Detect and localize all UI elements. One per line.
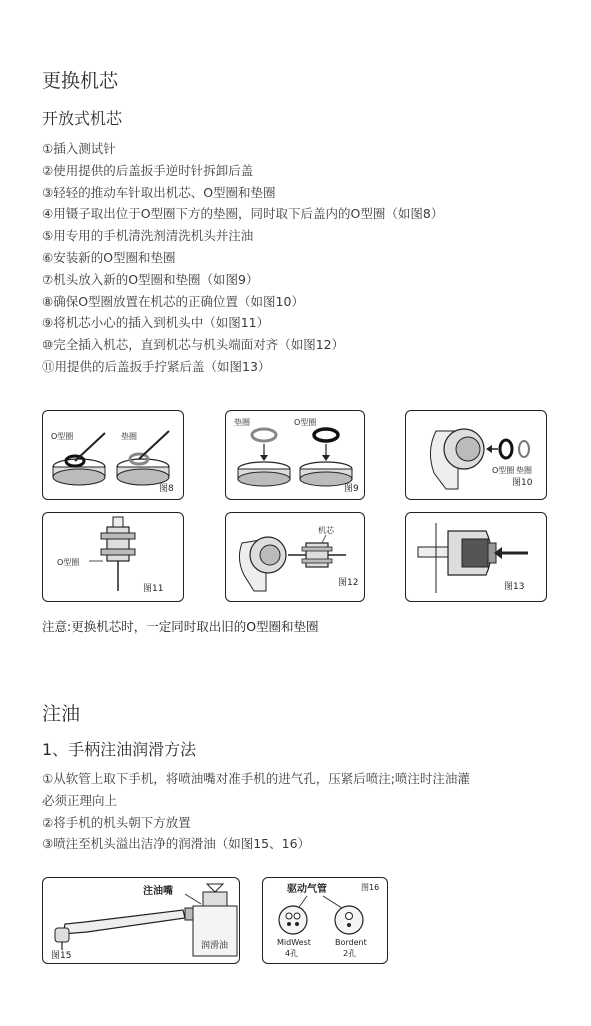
step-item: ⑩完全插入机芯，直到机芯与机头端面对齐（如图12） — [42, 337, 345, 353]
figure-15 — [42, 877, 240, 964]
fig12-caption: 图12 — [338, 578, 359, 588]
step-item: ③喷注至机头溢出洁净的润滑油（如图15、16） — [42, 836, 311, 852]
step-item: ③轻轻的推动车针取出机芯、O型圈和垫圈 — [42, 184, 276, 200]
figure-16-illustration — [263, 878, 387, 963]
figure-16 — [262, 877, 388, 964]
figure-12 — [225, 512, 365, 602]
figure-10 — [405, 410, 547, 500]
figure-11-illustration — [43, 513, 183, 601]
fig15-oil-label: 润滑油 — [201, 941, 229, 951]
replace-steps-list — [42, 138, 443, 378]
step-item: ②使用提供的后盖扳手逆时针拆卸后盖 — [42, 162, 254, 178]
step-item: ④用镊子取出位于O型圈下方的垫圈，同时取下后盖内的O型圈（如图8） — [42, 206, 444, 222]
figure-15-illustration — [43, 878, 239, 963]
fig12-core-label: 机芯 — [318, 526, 334, 535]
fig16-midwest-holes: 4孔 — [285, 949, 299, 958]
fig11-oring-label: O型圈 — [57, 558, 80, 567]
figure-10-illustration — [406, 411, 546, 499]
fig10-washer-label: 垫圈 — [516, 466, 532, 475]
figure-13-illustration — [406, 513, 546, 601]
figure-13 — [405, 512, 547, 602]
fig16-title-label: 驱动气管 — [287, 884, 327, 895]
figure-8-illustration — [43, 411, 183, 499]
step-item: ⑦机头放入新的O型圈和垫圈（如图9） — [42, 271, 259, 287]
fig15-caption: 图15 — [51, 951, 72, 961]
step-item: ⑨将机芯小心的插入到机头中（如图11） — [42, 315, 270, 331]
fig8-washer-label: 垫圈 — [121, 432, 137, 441]
figure-8 — [42, 410, 184, 500]
replace-note: 注意:更换机芯时，一定同时取出旧的O型圈和垫圈 — [42, 619, 319, 634]
fig13-caption: 图13 — [504, 582, 525, 592]
step-item: ①插入测试针 — [42, 141, 116, 156]
step-item: ⑪用提供的后盖扳手拧紧后盖（如图13） — [42, 358, 271, 374]
fig10-oring-label: O型圈 — [492, 466, 515, 475]
subtitle-open-core: 开放式机芯 — [42, 109, 123, 128]
fig16-caption: 图16 — [361, 883, 380, 892]
subtitle-handpiece-oiling: 1、手柄注油润滑方法 — [42, 740, 197, 759]
step-item: ②将手机的机头朝下方放置 — [42, 814, 191, 830]
fig15-nozzle-label: 注油嘴 — [143, 886, 173, 897]
figure-11 — [42, 512, 184, 602]
fig10-caption: 图10 — [512, 478, 533, 488]
fig9-washer-label: 垫圈 — [234, 418, 250, 427]
fig16-midwest-label: MidWest — [277, 938, 311, 947]
fig9-oring-label: O型圈 — [294, 418, 317, 427]
figure-12-illustration — [226, 513, 364, 601]
fig16-bordent-label: Bordent — [335, 938, 367, 947]
step-item: ⑥安装新的O型圈和垫圈 — [42, 249, 176, 265]
figure-9-illustration — [226, 411, 364, 499]
step-item: 必须正理向上 — [42, 792, 118, 808]
section-title-replace-core: 更换机芯 — [42, 70, 119, 92]
step-item: ①从软管上取下手机，将喷油嘴对准手机的进气孔，压紧后喷注;喷注时注油灌 — [42, 771, 470, 786]
fig16-bordent-holes: 2孔 — [343, 949, 357, 958]
oiling-steps-list — [42, 768, 470, 855]
fig9-caption: 图9 — [344, 484, 359, 494]
section-title-oiling: 注油 — [42, 703, 81, 725]
step-item: ⑤用专用的手机清洗剂清洗机头并注油 — [42, 228, 254, 244]
figure-9 — [225, 410, 365, 500]
fig11-caption: 图11 — [143, 584, 164, 594]
step-item: ⑧确保O型圈放置在机芯的正确位置（如图10） — [42, 293, 304, 309]
fig8-caption: 图8 — [159, 484, 174, 494]
fig8-oring-label: O型圈 — [51, 432, 74, 441]
